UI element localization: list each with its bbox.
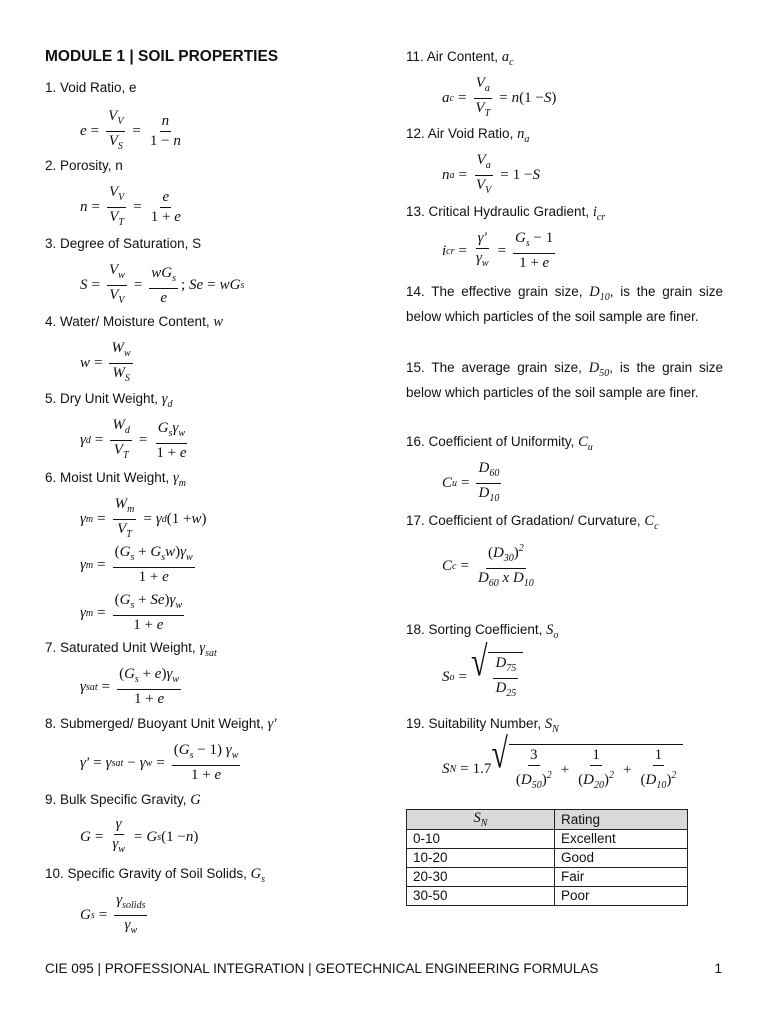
table-cell-range: 30-50 (407, 886, 555, 905)
table-header-rating: Rating (555, 810, 688, 830)
item-coefficient-gradation: 17. Coefficient of Gradation/ Curvature, $C_c$ (406, 513, 659, 532)
item-effective-grain-size: 14. The effective grain size, $D_{10}$, is the grain size below which particles of the soil sample are finer. (406, 284, 723, 324)
formula-air-content: a c = $\frac{V_a}{V_T}$ = n (1 − S ) (442, 75, 557, 119)
item-moist-unit-weight: 6. Moist Unit Weight, $\gamma_m$ (45, 470, 186, 489)
item-critical-hydraulic-gradient: 13. Critical Hydraulic Gradient, $i_{cr}$ (406, 204, 606, 223)
item-average-grain-size: 15. The average grain size, $D_{50}$, is the grain size below which particles of the soil sample are finer. (406, 360, 723, 400)
item-dry-unit-weight: 5. Dry Unit Weight, $\gamma_d$ (45, 391, 173, 410)
formula-coefficient-uniformity: C u = $\frac{D_{60}}{D_{10}}$ (442, 460, 500, 504)
formula-critical-hydraulic-gradient: i cr = $\frac{\gamma'}{\gamma_w}$ = $\frac{G_s - 1}{1 + e}$ (442, 230, 554, 271)
item-submerged-unit-weight: 8. Submerged/ Buoyant Unit Weight, γ′ (45, 716, 277, 732)
table-cell-rating: Excellent (555, 829, 688, 848)
formula-moist-unit-weight-3: γ m = $\frac{(G_s + Se)\gamma_w}{1 + e}$ (80, 592, 183, 633)
formula-moist-unit-weight-2: γ m = $\frac{(G_s + G_sw)\gamma_w}{1 + e}$ (80, 544, 193, 585)
table-cell-range: 10-20 (407, 848, 555, 867)
formula-sorting-coefficient: S o = √ $\frac{D_{75}}{D_{25}}$ (442, 652, 523, 702)
formula-dry-unit-weight: γ d = $\frac{W_d}{V_T}$ = $\frac{G_s\gamma_w}{1 + e}$ (80, 417, 187, 461)
table-cell-range: 0-10 (407, 829, 555, 848)
formula-coefficient-gradation: C c = $\frac{(D_{30})^2}{D_{60} x D_{10}}$ (442, 540, 539, 592)
table-cell-rating: Fair (555, 867, 688, 886)
page-number: 1 (714, 961, 722, 976)
table-cell-rating: Poor (555, 886, 688, 905)
formula-degree-saturation: S = $\frac{V_w}{V_V}$ = $\frac{wG_s}{e}$ ; Se = wG s (80, 262, 245, 306)
table-header-sn: $S_N$ (407, 810, 555, 830)
item-porosity: 2. Porosity, n (45, 158, 123, 173)
item-coefficient-uniformity: 16. Coefficient of Uniformity, $C_u$ (406, 434, 593, 453)
table-row (407, 829, 688, 848)
formula-specific-gravity-solids: G s = $\frac{\gamma_{solids}}{\gamma_w}$ (80, 892, 146, 936)
item-degree-saturation: 3. Degree of Saturation, S (45, 236, 202, 251)
item-water-content: 4. Water/ Moisture Content, w (45, 314, 223, 330)
formula-suitability-number: S N = 1.7 √ $\frac{3}{(D_{50})^2}$ + $\frac{1}{(D_{20})^2}$ + $\frac{1}{(D_{10})^2}$ (442, 744, 683, 794)
suitability-rating-table (406, 809, 688, 906)
table-row (407, 886, 688, 905)
item-specific-gravity-solids: 10. Specific Gravity of Soil Solids, $G_s$ (45, 866, 265, 885)
table-row (407, 848, 688, 867)
item-void-ratio: 1. Void Ratio, e (45, 80, 137, 95)
formula-moist-unit-weight-1: γ m = $\frac{W_m}{V_T}$ = γ d (1 + w ) (80, 496, 207, 540)
footer-text: CIE 095 | PROFESSIONAL INTEGRATION | GEOTECHNICAL ENGINEERING FORMULAS (45, 961, 599, 976)
item-air-content: 11. Air Content, $a_c$ (406, 49, 514, 68)
formula-submerged-unit-weight: γ′ = γ sat − γ w = $\frac{(G_s - 1) \gamma_w}{1 + e}$ (80, 742, 239, 783)
item-air-void-ratio: 12. Air Void Ratio, $n_a$ (406, 126, 530, 145)
item-sorting-coefficient: 18. Sorting Coefficient, $S_o$ (406, 622, 559, 641)
formula-void-ratio: e = $\frac{V_V}{V_S}$ = $\frac{n}{1 - n}$ (80, 108, 181, 152)
formula-bulk-specific-gravity: G = $\frac{\gamma}{\gamma_w}$ = G s (1 − n ) (80, 816, 199, 855)
item-saturated-unit-weight: 7. Saturated Unit Weight, $\gamma_{sat}$ (45, 640, 217, 659)
formula-water-content: w = $\frac{W_w}{W_S}$ (80, 340, 131, 384)
table-row (407, 867, 688, 886)
item-bulk-specific-gravity: 9. Bulk Specific Gravity, G (45, 792, 201, 808)
module-title: MODULE 1 | SOIL PROPERTIES (45, 48, 279, 65)
formula-saturated-unit-weight: γ sat = $\frac{(G_s + e)\gamma_w}{1 + e}$ (80, 666, 180, 707)
table-cell-range: 20-30 (407, 867, 555, 886)
table-cell-rating: Good (555, 848, 688, 867)
table-header-row (407, 810, 688, 830)
formula-porosity: n = $\frac{V_V}{V_T}$ = $\frac{e}{1 + e}$ (80, 184, 181, 228)
formula-air-void-ratio: n a = $\frac{V_a}{V_V}$ = 1 − S (442, 152, 540, 196)
item-suitability-number: 19. Suitability Number, $S_N$ (406, 716, 559, 735)
page-footer (45, 961, 722, 976)
